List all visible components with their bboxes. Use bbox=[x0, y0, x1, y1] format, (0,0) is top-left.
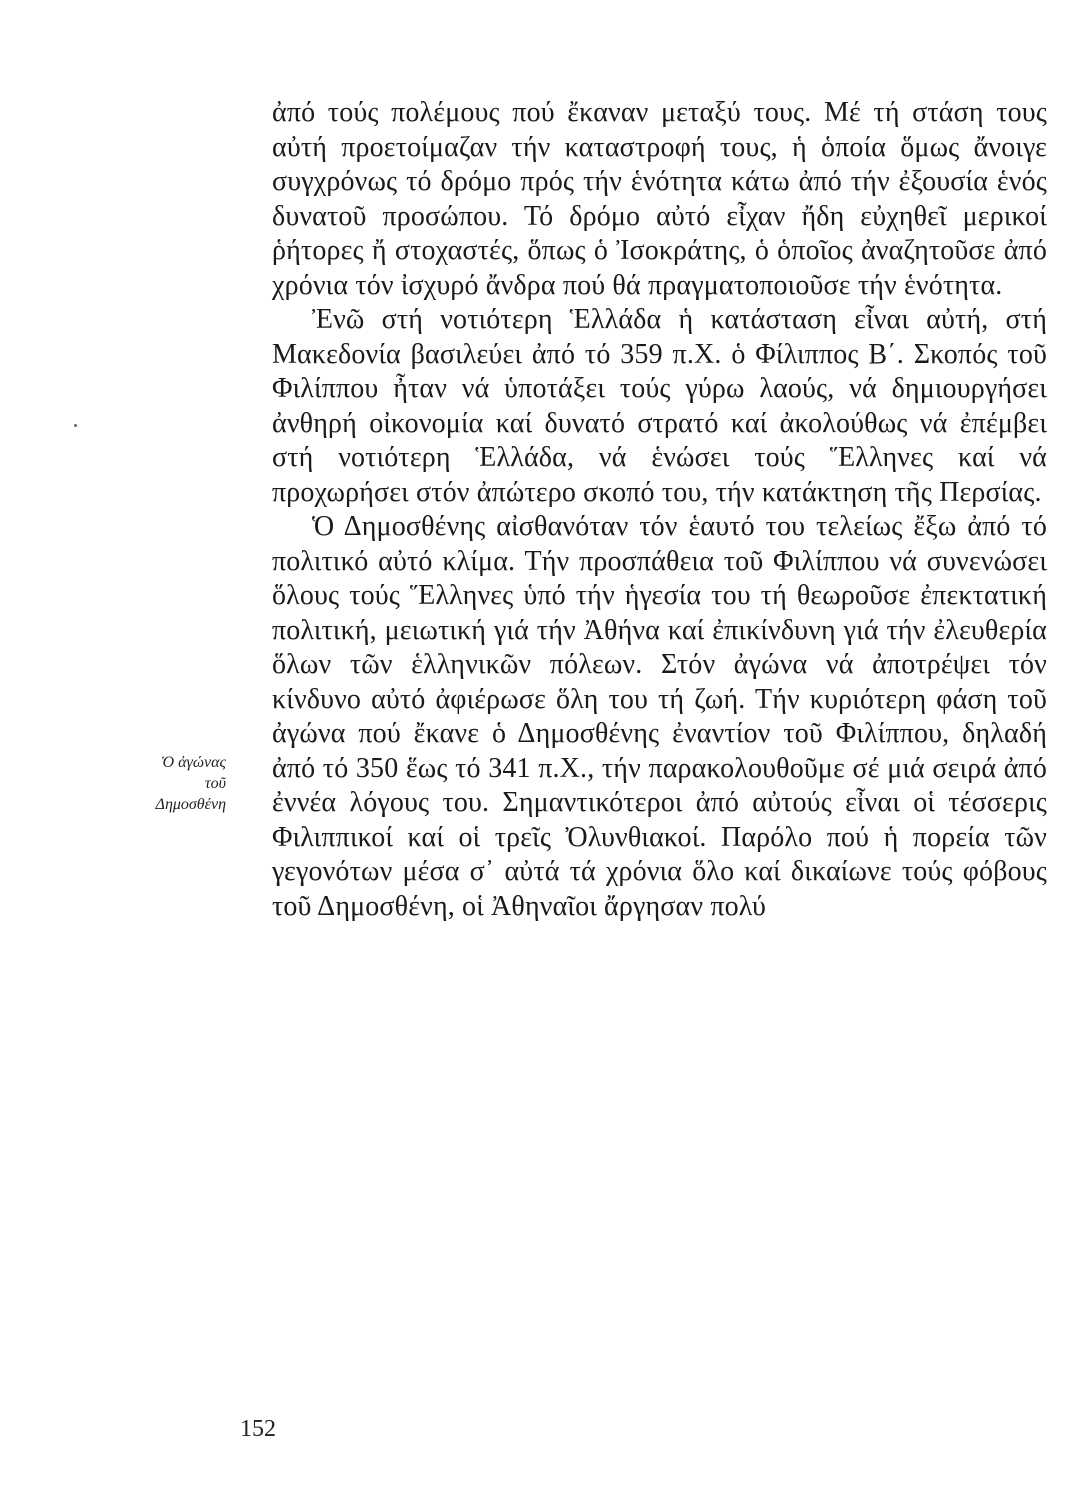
paragraph: Ἐνῶ στή νοτιότερη Ἑλλάδα ἡ κατάσταση εἶναι αὐτή, στή Μακεδονία βασιλεύει ἀπό τό 359 π.Χ. ὁ Φίλιππος Β΄. Σκοπός τοῦ Φιλίππου ἦταν νά ὑποτάξει τούς γύρω λαούς, νά δημιουργήσει ἀνθηρή οἰκονομία καί δυνατό στρατό καί ἀκολούθως νά ἐπέμβει στή νοτιότερη Ἑλλάδα, νά ἑνώσει τούς Ἕλληνες καί νά προχωρήσει στόν ἀπώτερο σκοπό του, τήν κατάκτηση τῆς Περσίας. bbox=[272, 304, 1047, 508]
margin-note bbox=[100, 752, 226, 815]
margin-note-line: Ὁ ἀγώνας bbox=[161, 754, 226, 771]
body-text bbox=[272, 96, 1047, 924]
margin-note-line: Δημοσθένη bbox=[155, 796, 226, 813]
paragraph-continued: ἀπό τούς πολέμους πού ἔκαναν μεταξύ τους. Μέ τή στάση τους αὐτή προετοίμαζαν τήν καταστροφή τους, ἡ ὁποία ὅμως ἄνοιγε συγχρόνως τό δρόμο πρός τήν ἑνότητα κάτω ἀπό τήν ἐξουσία ἑνός δυνατοῦ προσώπου. Τό δρόμο αὐτό εἶχαν ἤδη εὐχηθεῖ μερικοί ῥήτορες ἤ στοχαστές, ὅπως ὁ Ἰσοκράτης, ὁ ὁποῖος ἀναζητοῦσε ἀπό χρόνια τόν ἰσχυρό ἄνδρα πού θά πραγματοποιοῦσε τήν ἑνότητα. bbox=[272, 97, 1047, 301]
scan-speck bbox=[74, 424, 77, 427]
page-number: 152 bbox=[240, 1416, 276, 1442]
margin-note-line: τοῦ bbox=[204, 775, 226, 792]
paragraph: Ὁ Δημοσθένης αἰσθανόταν τόν ἑαυτό του τελείως ἔξω ἀπό τό πολιτικό αὐτό κλίμα. Τήν προσπάθεια τοῦ Φιλίππου νά συνενώσει ὅλους τούς Ἕλληνες ὑπό τήν ἡγεσία του τή θεωροῦσε ἐπεκτατική πολιτική, μειωτική γιά τήν Ἀθήνα καί ἐπικίνδυνη γιά τήν ἐλευθερία ὅλων τῶν ἑλληνικῶν πόλεων. Στόν ἀγώνα νά ἀποτρέψει τόν κίνδυνο αὐτό ἀφιέρωσε ὅλη του τή ζωή. Τήν κυριότερη φάση τοῦ ἀγώνα πού ἔκανε ὁ Δημοσθένης ἐναντίον τοῦ Φιλίππου, δηλαδή ἀπό τό 350 ἕως τό 341 π.Χ., τήν παρακολουθοῦμε σέ μιά σειρά ἀπό ἐννέα λόγους του. Σημαντικότεροι ἀπό αὐτούς εἶναι οἱ τέσσερις Φιλιππικοί καί οἱ τρεῖς Ὀλυνθιακοί. Παρόλο πού ἡ πορεία τῶν γεγονότων μέσα σ᾽ αὐτά τά χρόνια ὅλο καί δικαίωνε τούς φόβους τοῦ Δημοσθένη, οἱ Ἀθηναῖοι ἄργησαν πολύ bbox=[272, 511, 1047, 922]
